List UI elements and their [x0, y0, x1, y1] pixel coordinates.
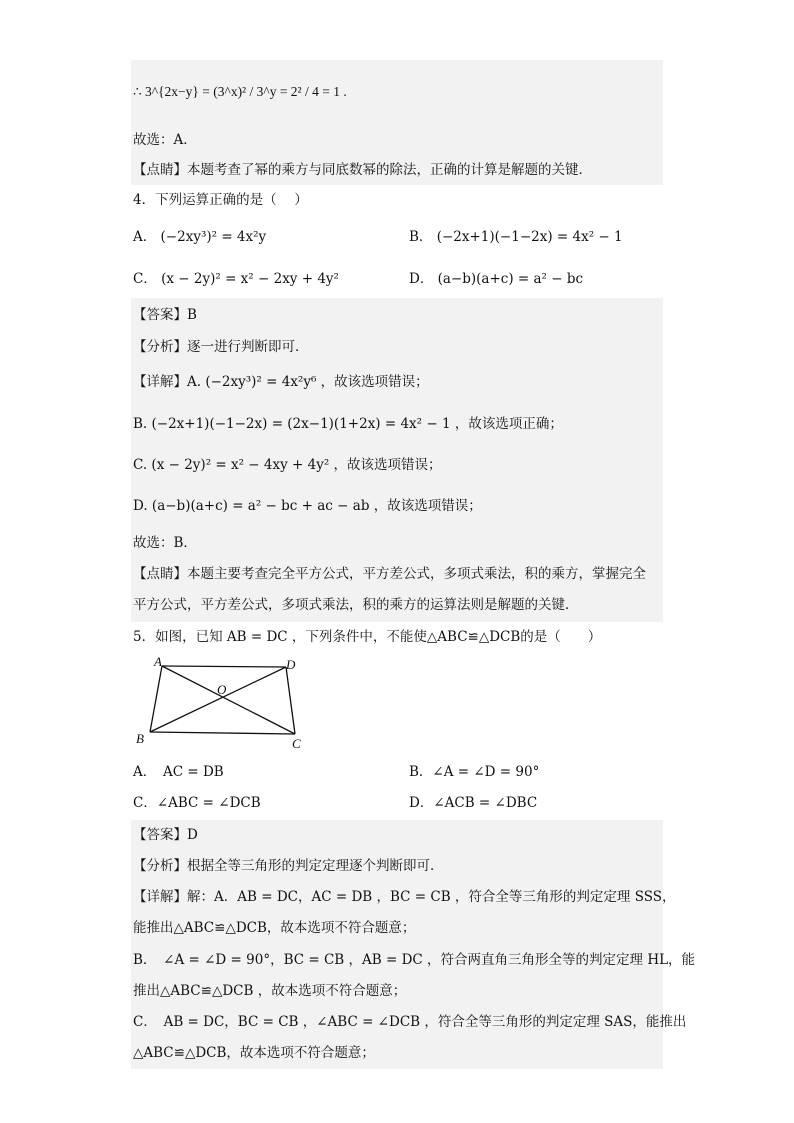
point-o-label: O — [217, 682, 227, 697]
q4-stem: 4．下列运算正确的是（ ） — [133, 192, 308, 208]
q4-detail-b: B. (−2x+1)(−1−2x) = (2x−1)(1+2x) = 4x² − 1 ，故该选项正确； — [133, 416, 563, 432]
q4-option-a: A． (−2xy³)² = 4x²y — [133, 229, 267, 245]
q4-option-d: D． (a−b)(a+c) = a² − bc — [409, 271, 584, 287]
q5-answer: 【答案】D — [133, 827, 198, 843]
vertex-b-label: B — [136, 731, 144, 746]
segment-ad — [162, 666, 286, 667]
q5-analysis: 【分析】根据全等三角形的判定定理逐个判断即可． — [133, 858, 444, 874]
segment-bc — [150, 732, 295, 734]
q5-option-b: B．∠A = ∠D = 90° — [409, 764, 540, 780]
q4-comment-line1: 【点睛】本题主要考查完全平方公式，平方差公式，多项式乘法，积的乘方，掌握完全 — [133, 566, 646, 582]
q5-detail-line3: B． ∠A = ∠D = 90°，BC = CB ，AB = DC ，符合两直角三角形全等的判定定理 HL，能 — [133, 952, 696, 968]
q4-answer: 【答案】B — [133, 307, 197, 323]
q4-choice: 故选：B． — [133, 535, 197, 551]
q5-detail-line4: 推出△ABC≌△DCB ，故本选项不符合题意； — [133, 983, 407, 999]
prev-solution-choice: 故选：A． — [133, 132, 197, 148]
segment-ac — [162, 666, 295, 734]
segment-ab — [150, 666, 162, 732]
q5-detail-line5: C． AB = DC，BC = CB ，∠ABC = ∠DCB ，符合全等三角形的判定定理 SAS，能推出 — [133, 1014, 687, 1030]
q5-detail-line1: 【详解】解：A．AB = DC，AC = DB ，BC = CB ，符合全等三角形的判定定理 SSS， — [133, 889, 676, 905]
prev-solution-block — [131, 60, 663, 185]
q5-option-a: A． AC = DB — [133, 764, 224, 780]
q4-detail-c: C. (x − 2y)² = x² − 4xy + 4y² ，故该选项错误； — [133, 457, 442, 473]
q4-detail-d: D. (a−b)(a+c) = a² − bc + ac − ab ，故该选项错误； — [133, 498, 482, 514]
q5-stem: 5．如图，已知 AB = DC ，下列条件中，不能使△ABC≌△DCB的是（ ） — [133, 629, 602, 645]
vertex-c-label: C — [292, 736, 301, 751]
vertex-d-label: D — [286, 657, 296, 672]
q4-solution-block — [131, 298, 663, 622]
q4-comment-line2: 平方公式，平方差公式，多项式乘法，积的乘方的运算法则是解题的关键． — [133, 597, 579, 613]
q4-analysis: 【分析】逐一进行判断即可． — [133, 339, 309, 355]
segment-bd — [150, 667, 286, 732]
q5-figure — [131, 654, 311, 754]
q4-detail-a: 【详解】A. (−2xy³)² = 4x²y⁶ ，故该选项错误； — [133, 374, 429, 390]
vertex-a-label: A — [154, 654, 162, 669]
q5-solution-block — [131, 820, 696, 1069]
segment-dc — [286, 667, 295, 734]
q5-detail-line2: 能推出△ABC≌△DCB，故本选项不符合题意； — [133, 920, 416, 936]
q4-option-b: B． (−2x+1)(−1−2x) = 4x² − 1 — [409, 229, 623, 245]
q4-option-c: C． (x − 2y)² = x² − 2xy + 4y² — [133, 271, 339, 287]
q5-option-c: C．∠ABC = ∠DCB — [133, 795, 261, 811]
prev-solution-formula: ∴ 3^{2x−y} = (3^x)² / 3^y = 2² / 4 = 1 . — [133, 84, 347, 99]
prev-solution-comment: 【点睛】本题考查了幂的乘方与同底数幂的除法，正确的计算是解题的关键． — [133, 162, 592, 178]
q5-option-d: D．∠ACB = ∠DBC — [409, 795, 538, 811]
q5-detail-line6: △ABC≌△DCB，故本选项不符合题意； — [133, 1045, 375, 1061]
